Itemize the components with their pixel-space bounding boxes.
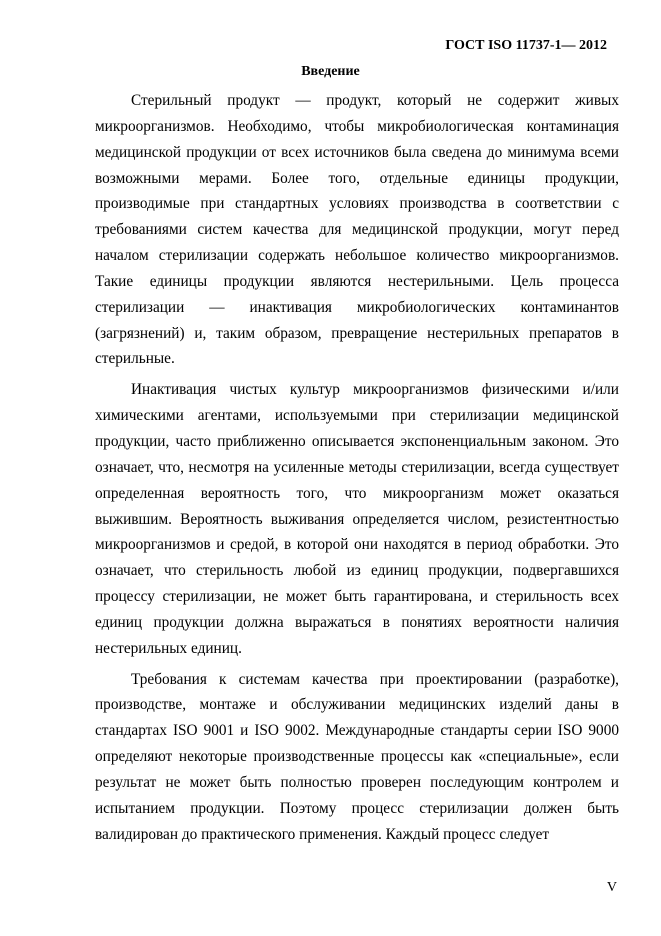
- paragraph-1: Стерильный продукт — продукт, который не содержит живых микроорганизмов. Необходимо, чтобы микробиологическая контаминация медицинской продукции от всех источников была сведена до минимума всеми возможными мерами. Более того, отдельные единицы продукции, производимые при стандартных условиях производства в соответствии с требованиями систем качества для медицинской продукции, могут перед началом стерилизации содержать небольшое количество микроорганизмов. Такие единицы продукции являются нестерильными. Цель процесса стерилизации — инактивация микробиологических контаминантов (загрязнений) и, таким образом, превращение нестерильных препаратов в стерильные.: [95, 92, 619, 368]
- body-text: [95, 88, 619, 843]
- document-code: ГОСТ ISO 11737-1— 2012: [445, 38, 607, 53]
- paragraph-3: Требования к системам качества при проектировании (разработке), производстве, монтаже и обслуживании медицинских изделий даны в стандартах ISO 9001 и ISO 9002. Международные стандарты серии ISO 9000 определяют некоторые производственные процессы как «специальные», если результат не может быть полностью проверен последующим контролем и испытанием продукции. Поэтому процесс стерилизации должен быть валидирован до практического применения. Каждый процесс следует: [95, 670, 619, 843]
- page-number: V: [606, 880, 617, 895]
- section-title: Введение: [301, 64, 360, 79]
- paragraph-2: Инактивация чистых культур микроорганизмов физическими и/или химическими агентами, используемыми при стерилизации медицинской продукции, часто приближенно описывается экспоненциальным законом. Это означает, что, несмотря на усиленные методы стерилизации, всегда существует определенная вероятность того, что микроорганизм может оказаться выжившим. Вероятность выживания определяется числом, резистентностью микроорганизмов и средой, в которой они находятся в период обработки. Это означает, что стерильность любой из единиц продукции, подвергавшихся процессу стерилизации, не может быть гарантирована, и стерильность всех единиц продукции должна выражаться в понятиях вероятности наличия нестерильных единиц.: [95, 381, 619, 657]
